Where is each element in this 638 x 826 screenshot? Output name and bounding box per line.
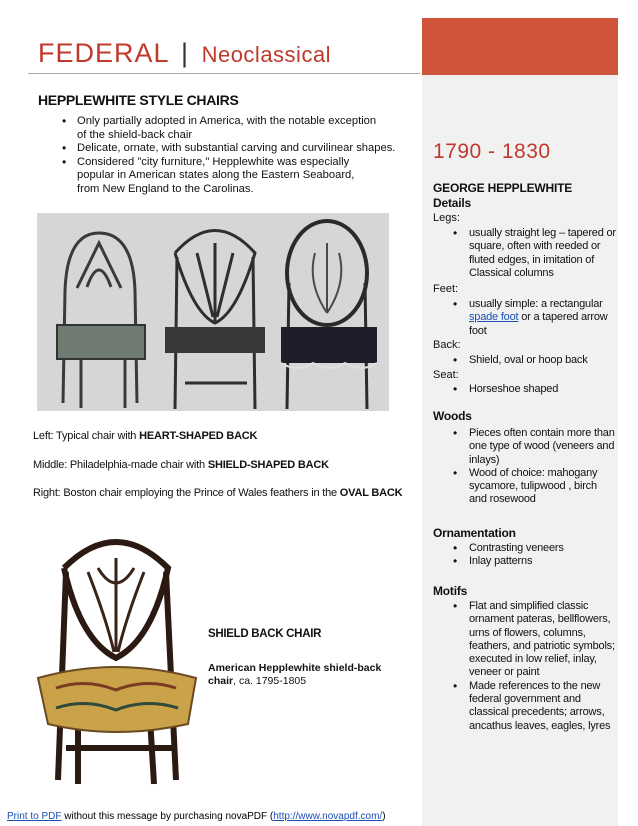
title-main: FEDERAL — [38, 38, 169, 68]
back-label: Back: — [433, 339, 461, 351]
footer-text: without this message by purchasing novaPDF ( — [61, 811, 274, 822]
list-item: • Delicate, ornate, with substantial carving and curvilinear shapes. — [58, 142, 403, 156]
date-range: 1790 - 1830 — [433, 140, 551, 163]
motifs-heading: Motifs — [433, 584, 468, 598]
list-item: • usually straight leg – tapered or square, often with reeded or fluted edges, in imitation of Classical columns — [451, 227, 616, 280]
list-item: • Wood of choice: mahogany sycamore, tulipwood , birch and rosewood — [451, 467, 616, 507]
sidebar-accent-block — [422, 18, 618, 75]
list-item: • Shield, oval or hoop back — [451, 354, 616, 367]
legs-label: Legs: — [433, 212, 460, 224]
section-heading: HEPPLEWHITE STYLE CHAIRS — [38, 92, 239, 108]
caption-middle-bold: SHIELD-SHAPED BACK — [207, 459, 329, 471]
list-item: • Made references to the new federal government and classical precedents; arrows, ancathus leaves, eagles, lyres — [451, 680, 616, 733]
print-to-pdf-link[interactable]: Print to PDF — [7, 811, 62, 822]
feet-label: Feet: — [433, 283, 459, 295]
title-separator: | — [181, 38, 190, 68]
caption-middle — [33, 459, 329, 471]
caption-left — [33, 430, 257, 442]
three-chairs-photo — [37, 213, 389, 411]
spade-foot-link[interactable]: spade foot — [469, 311, 519, 324]
back-list — [451, 354, 616, 367]
shield-chair-desc-date: , ca. 1795-1805 — [233, 675, 307, 687]
footer-close-paren: ) — [382, 811, 386, 822]
feet-text: usually simple: a rectangular — [469, 298, 603, 310]
list-item: • Contrasting veneers — [451, 542, 616, 555]
shield-chair-title: SHIELD BACK CHAIR — [208, 628, 322, 640]
list-item: • Inlay patterns — [451, 555, 616, 568]
list-item: • Flat and simplified classic ornament pateras, bellflowers, urns of flowers, columns, feathers, and patriotic symbols; executed in low relief, inlay, veneer or paint — [451, 600, 616, 680]
feet-text-suffix: or a tapered arrow foot — [469, 311, 608, 337]
motifs-list — [451, 600, 616, 733]
title-divider — [28, 73, 420, 74]
woods-heading: Woods — [433, 409, 472, 423]
novapdf-link[interactable]: http://www.novapdf.com/ — [273, 811, 383, 822]
section-bullets — [58, 115, 403, 197]
shield-back-chair-photo — [26, 528, 206, 790]
caption-right-text: Right: Boston chair employing the Prince of Wales feathers in the — [33, 487, 340, 499]
title-subtitle: Neoclassical — [201, 42, 332, 67]
list-item: • Pieces often contain more than one type of wood (veneers and inlays) — [451, 427, 616, 467]
caption-left-text: Left: Typical chair with — [33, 430, 140, 442]
seat-list — [451, 383, 616, 396]
caption-right — [33, 487, 402, 499]
list-item: • Horseshoe shaped — [451, 383, 616, 396]
ornamentation-list — [451, 542, 616, 569]
designer-name: GEORGE HEPPLEWHITE — [433, 181, 573, 195]
woods-list — [451, 427, 616, 507]
caption-middle-text: Middle: Philadelphia-made chair with — [33, 459, 208, 471]
legs-list — [451, 227, 616, 280]
shield-chair-desc-bold: American Hepplewhite shield-back chair — [208, 662, 382, 687]
list-item — [451, 298, 616, 338]
footer-notice — [7, 811, 386, 822]
feet-list — [451, 298, 616, 338]
caption-right-bold: OVAL BACK — [339, 487, 403, 499]
caption-left-bold: HEART-SHAPED BACK — [139, 430, 258, 442]
ornamentation-heading: Ornamentation — [433, 526, 516, 540]
page-title — [38, 38, 331, 69]
list-item: • Considered "city furniture," Hepplewhite was especially popular in American states along the Eastern Seaboard, from New England to the Carolinas. — [58, 156, 377, 197]
seat-label: Seat: — [433, 369, 459, 381]
shield-chair-description — [208, 662, 388, 688]
list-item: • Only partially adopted in America, with the notable exception of the shield-back chair — [58, 115, 377, 142]
details-heading: Details — [433, 196, 471, 210]
